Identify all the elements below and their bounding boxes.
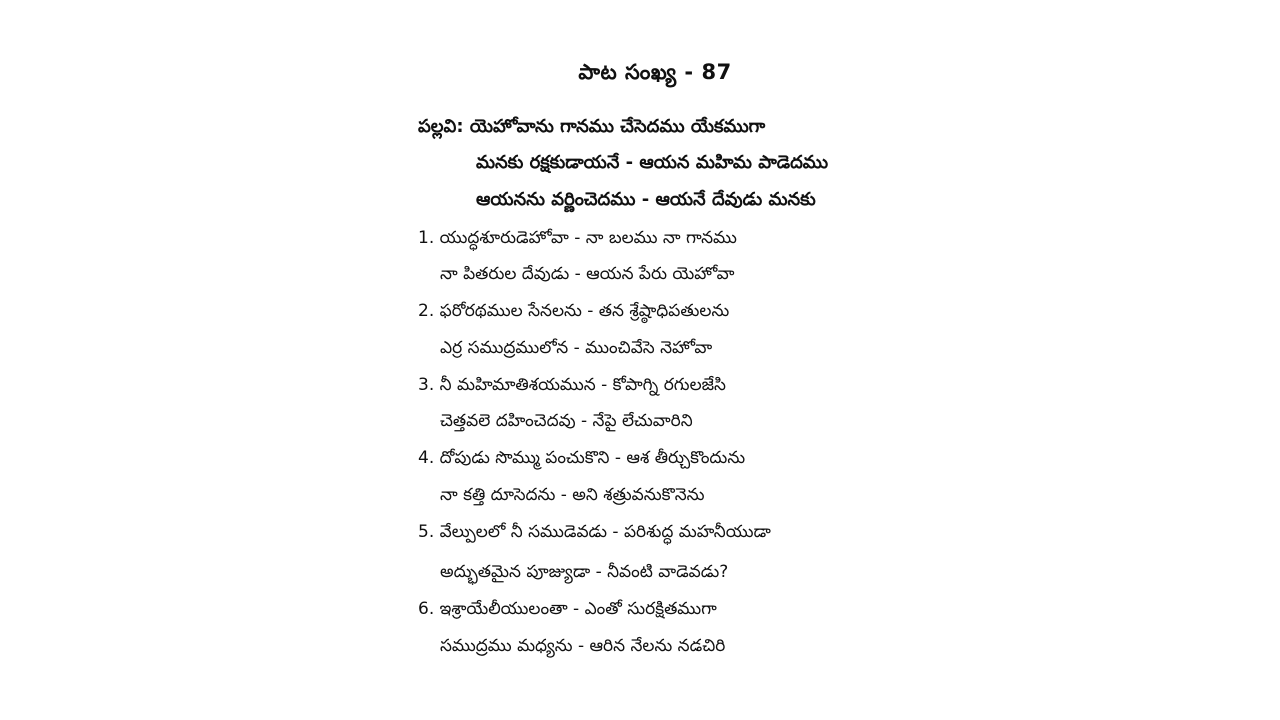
verse-1-line-2: నా పితరుల దేవుడు - ఆయన పేరు యెహోవా (440, 264, 735, 284)
verse-2-line-1: 2. ఫరోరథముల సేనలను - తన శ్రేష్ఠాధిపతులను (418, 301, 730, 321)
verse-3-line-2: చెత్తవలె దహించెదవు - నేపై లేచువారిని (440, 411, 693, 431)
verse-6-line-2: సముద్రము మధ్యను - ఆరిన నేలను నడచిరి (440, 636, 726, 656)
verse-5-line-1: 5. వేల్పులలో నీ సముడెవడు - పరిశుద్ధ మహనీయుడా (418, 522, 771, 542)
verse-5-line-2: అద్భుతమైన పూజ్యుడా - నీవంటి వాడెవడు? (440, 562, 729, 582)
pallavi-line-2: మనకు రక్షకుడాయనే - ఆయన మహిమ పాడెదము (476, 152, 829, 173)
pallavi-line-1: పల్లవి: యెహోవాను గానము చేసెదము యేకముగా (418, 116, 766, 137)
verse-3-line-1: 3. నీ మహిమాతిశయమున - కోపాగ్ని రగులజేసి (418, 375, 726, 395)
verse-6-line-1: 6. ఇశ్రాయేలీయులంతా - ఎంతో సురక్షితముగా (418, 599, 717, 619)
song-title: పాట సంఖ్య - 87 (578, 60, 732, 84)
verse-1-line-1: 1. యుద్ధశూరుడెహోవా - నా బలము నా గానము (418, 228, 737, 248)
pallavi-line-3: ఆయనను వర్ణించెదము - ఆయనే దేవుడు మనకు (476, 189, 816, 210)
verse-2-line-2: ఎర్ర సముద్రములోన - ముంచివేసె నెహోవా (440, 338, 713, 358)
verse-4-line-2: నా కత్తి దూసెదను - అని శత్రువనుకొనెను (440, 485, 705, 505)
verse-4-line-1: 4. దోపుడు సొమ్ము పంచుకొని - ఆశ తీర్చుకొందును (418, 448, 746, 468)
